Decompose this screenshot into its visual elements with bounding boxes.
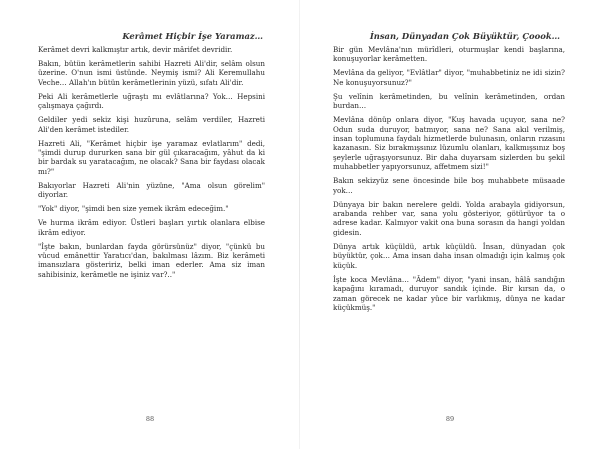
paragraph: "Yok" diyor, "şimdi ben size yemek ikrâm edeceğim." (38, 204, 229, 214)
paragraph: İşte koca Mevlâna… "Âdem" diyor, "yani insan, hâlâ sandığın kapağını kıramadı, duruyor sandık içinde. Bir kırsın da, o zaman görecek ne kadar yüce bir varlıkmış, dünya ne kadar küçükmüş." (333, 274, 565, 312)
paragraph: Peki Ali kerâmetlerle uğraştı mı evlâtlarına? Yok… Hepsini çalışmaya çağırdı. (38, 91, 265, 111)
paragraph: Dünya artık küçüldü, artık küçüldü. İnsan, dünyadan çok büyüktür, çok… Ama insan daha insan olmadığı için kalmış çok küçük. (333, 241, 565, 270)
paragraph: Kerâmet devri kalkmıştır artık, devir mârifet devridir. (38, 45, 233, 54)
paragraph: Bakın, bütün kerâmetlerin sahibi Hazreti Ali'dir, selâm olsun üzerine. O'nun ismi üstünde. Neymiş ismi? Ali Keremullahu Veche… Allah'ın bütün kerâmetlerinin yüzü, sıfatı Ali'dir. (38, 59, 265, 87)
body-text-right (333, 45, 565, 317)
paragraph: Mevlâna da geliyor, "Evlâtlar" diyor, "muhabbetiniz ne idi sizin? Ne konuşuyorsunuz?" (333, 68, 565, 87)
paragraph: Hazreti Ali, "Kerâmet hiçbir işe yaramaz evlatlarım" dedi, "şimdi durup dururken sana bir gül çıkaracağım, yâhut da ki bir bardak su yaratacağım, ne olacak? Sana bir faydası olacak mı?" (38, 138, 265, 176)
page-number-right: 89 (445, 415, 455, 423)
page-number-left: 88 (145, 415, 155, 423)
running-head-left: Kerâmet Hiçbir İşe Yaramaz… (122, 31, 263, 41)
paragraph: "İşte bakın, bunlardan fayda görürsünüz" diyor, "çünkü bu vücud emânettir Yaratıcı'dan, bakılması lâzım. Biz kerâmeti imansızlara gösteririz, belki iman ederler. Ama siz iman sahibisiniz, kerâmetle ne işiniz var?.." (38, 241, 265, 279)
paragraph: Ve hurma ikrâm ediyor. Üstleri başları yırtık olanlara elbise ikrâm ediyor. (38, 218, 265, 237)
paragraph: Bakın sekizyüz sene öncesinde bile boş muhabbete müsaade yok… (333, 176, 565, 195)
paragraph: Bir gün Mevlâna'nın mürîdleri, oturmuşlar kendi başlarına, konuşuyorlar kerâmetten. (333, 45, 565, 64)
right-page (300, 0, 600, 449)
paragraph: Bakıyorlar Hazreti Ali'nin yüzüne, "Ama olsun görelim" diyorlar. (38, 180, 265, 200)
body-text-left (38, 45, 265, 284)
running-head-right: İnsan, Dünyadan Çok Büyüktür, Çoook… (369, 31, 560, 41)
paragraph: Dünyaya bir bakın nerelere geldi. Yolda arabayla gidiyorsun, arabanda rehber var, sana yolu gösteriyor, götürüyor ta o adrese kadar. Kalmıyor vakit ona buna sorasın da hangi yoldan gidesin. (333, 199, 565, 237)
paragraph: Geldiler yedi sekiz kişi huzûruna, selâm verdiler, Hazreti Ali'den kerâmet istediler. (38, 115, 265, 134)
paragraph: Şu velînin kerâmetinden, bu velînin kerâmetinden, ordan burdan… (333, 91, 565, 111)
paragraph: Mevlâna dönüp onlara diyor, "Kuş havada uçuyor, sana ne? Odun suda duruyor, batmıyor, sana ne? Sana akıl verilmiş, insan toplumuna faydalı hizmetlerde bulunasın, onların rızasını kazanasın. Siz bırakmışsınız lüzumlu olanları, kalkmışsınız boş şeylerle uğraşıyorsunuz. Bir daha duyarsam sizlerden bu şekil muhabbetler yapıyorsunuz, affetmem sizi!" (333, 115, 565, 172)
